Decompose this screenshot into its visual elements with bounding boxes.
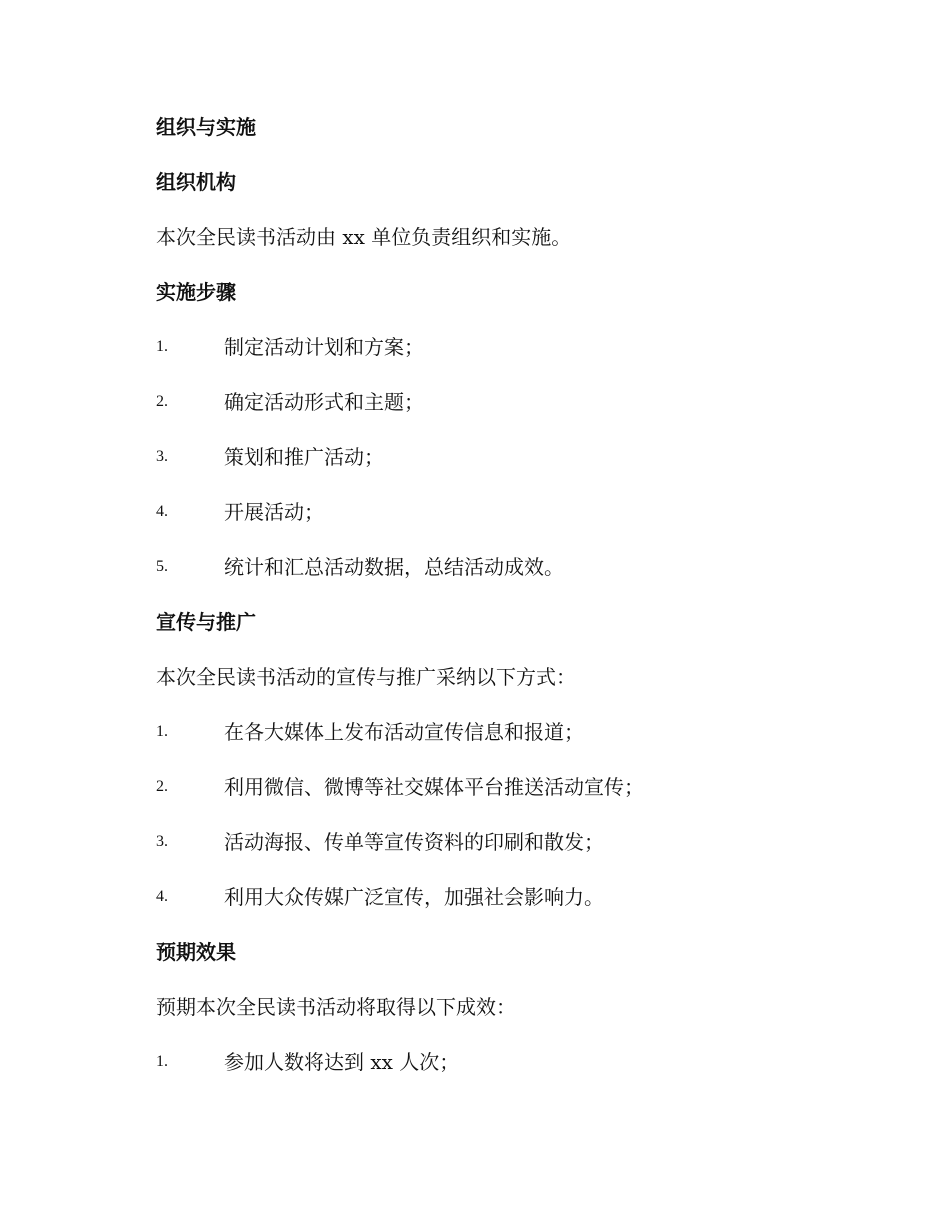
promo-intro: 本次全民读书活动的宣传与推广采纳以下方式： <box>156 665 576 689</box>
list-text: 制定活动计划和方案； <box>224 335 424 359</box>
list-text: 参加人数将达到 xx 人次； <box>224 1050 460 1074</box>
org-heading: 组织机构 <box>156 170 236 194</box>
list-text: 利用微信、微博等社交媒体平台推送活动宣传； <box>224 775 644 799</box>
list-number: 1. <box>156 338 168 355</box>
list-number: 1. <box>156 723 168 740</box>
steps-heading: 实施步骤 <box>156 280 236 304</box>
list-text: 利用大众传媒广泛宣传，加强社会影响力。 <box>224 885 604 909</box>
list-number: 1. <box>156 1053 168 1070</box>
list-number: 3. <box>156 833 168 850</box>
org-paragraph: 本次全民读书活动由 xx 单位负责组织和实施。 <box>156 225 572 249</box>
list-number: 3. <box>156 448 168 465</box>
list-number: 2. <box>156 778 168 795</box>
list-text: 确定活动形式和主题； <box>224 390 424 414</box>
list-number: 4. <box>156 503 168 520</box>
section-title: 组织与实施 <box>156 115 256 139</box>
effect-heading: 预期效果 <box>156 940 236 964</box>
list-number: 2. <box>156 393 168 410</box>
list-number: 5. <box>156 558 168 575</box>
list-number: 4. <box>156 888 168 905</box>
effect-intro: 预期本次全民读书活动将取得以下成效： <box>156 995 516 1019</box>
list-text: 在各大媒体上发布活动宣传信息和报道； <box>224 720 584 744</box>
list-text: 活动海报、传单等宣传资料的印刷和散发； <box>224 830 604 854</box>
list-text: 统计和汇总活动数据，总结活动成效。 <box>224 555 564 579</box>
list-text: 策划和推广活动； <box>224 445 384 469</box>
list-text: 开展活动； <box>224 500 324 524</box>
promo-heading: 宣传与推广 <box>156 610 256 634</box>
